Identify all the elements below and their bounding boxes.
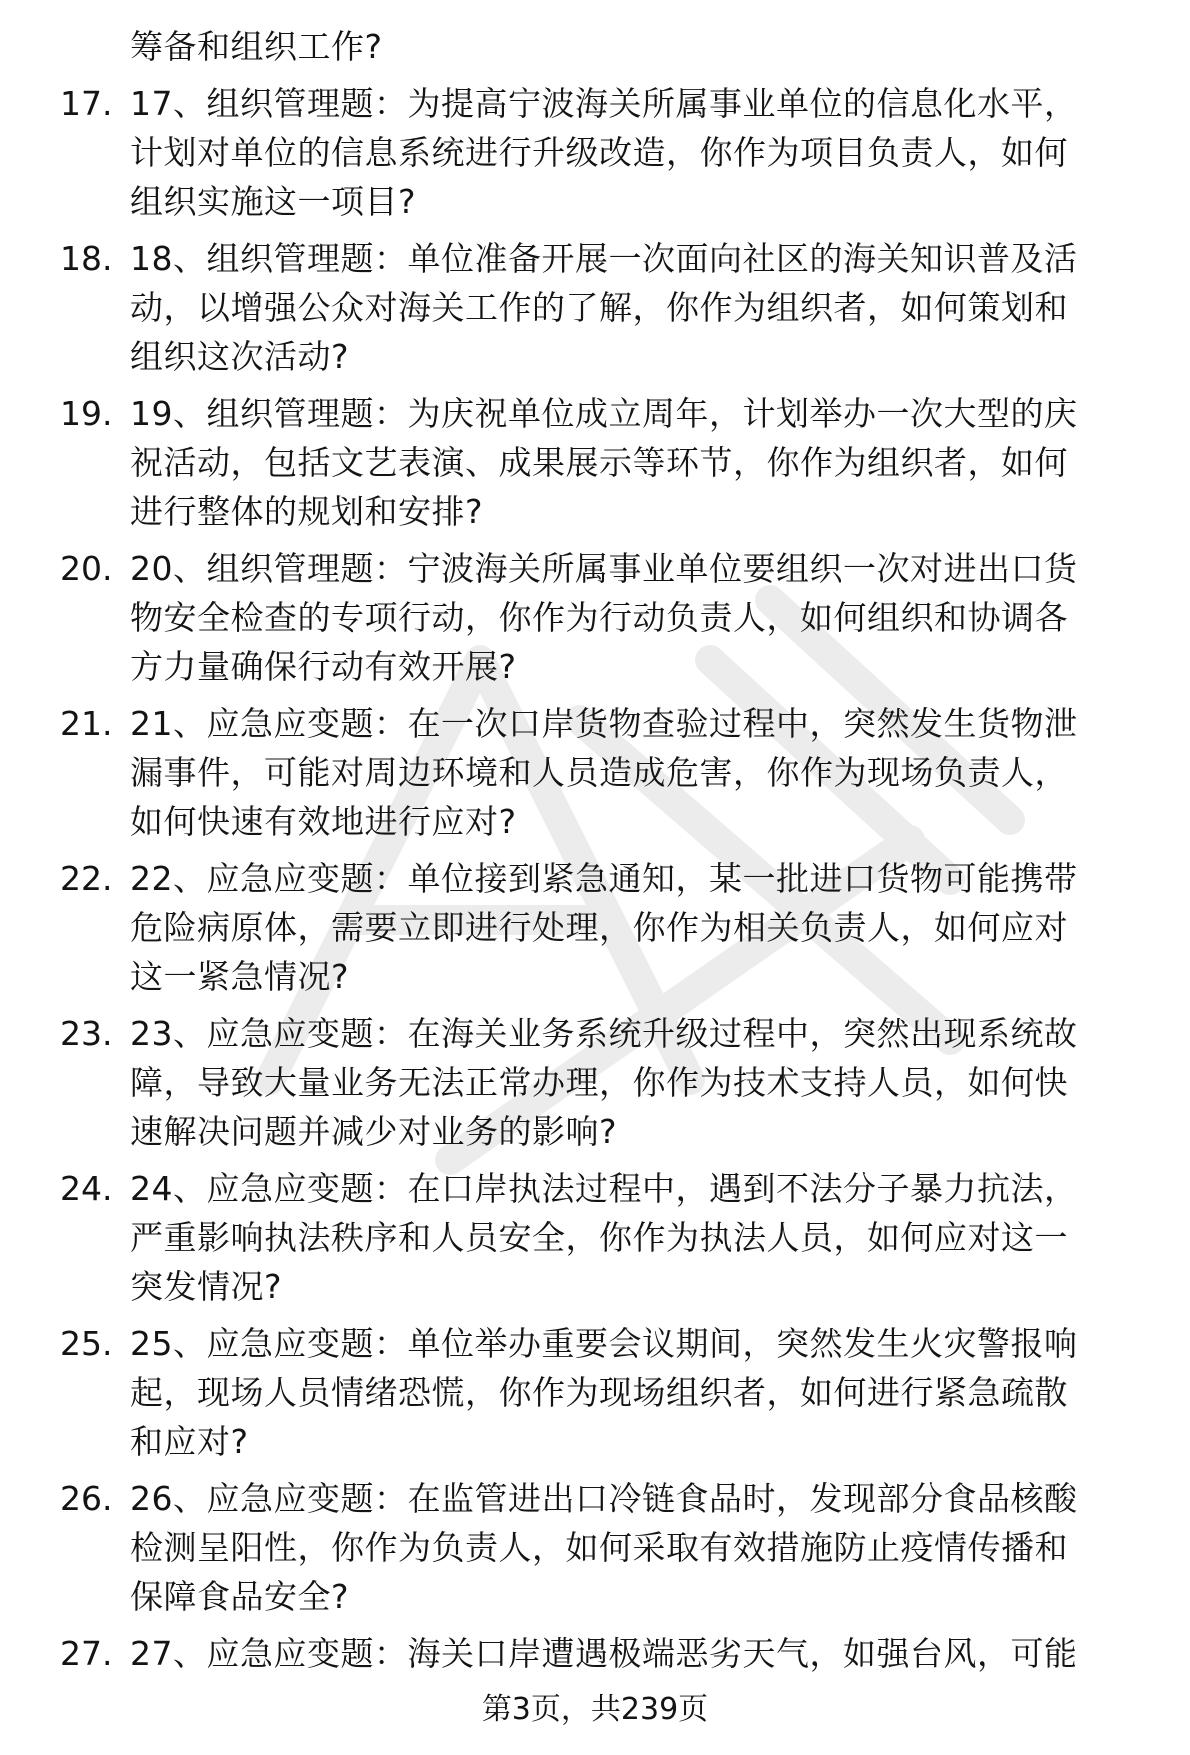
question-line: 检测呈阳性，你作为负责人，如何采取有效措施防止疫情传播和 [130, 1528, 1068, 1567]
question-line: 和应对? [130, 1422, 249, 1461]
question-line: 计划对单位的信息系统进行升级改造，你作为项目负责人，如何 [130, 133, 1068, 172]
question-line: 物安全检查的专项行动，你作为行动负责人，如何组织和协调各 [130, 598, 1068, 637]
question-number: 23. [60, 1014, 113, 1053]
question-text [130, 1629, 1160, 1678]
question-line: 22、应急应变题：单位接到紧急通知，某一批进口货物可能携带 [130, 859, 1078, 898]
question-line: 突发情况? [130, 1267, 283, 1306]
question-text [130, 544, 1160, 691]
question-line: 严重影响执法秩序和人员安全，你作为执法人员，如何应对这一 [130, 1218, 1068, 1257]
list-item [60, 1319, 1160, 1466]
question-text [130, 699, 1160, 846]
question-line: 漏事件，可能对周边环境和人员造成危害，你作为现场负责人， [130, 753, 1068, 792]
question-line: 保障食品安全? [130, 1577, 350, 1616]
question-number: 24. [60, 1169, 113, 1208]
question-text [130, 234, 1160, 381]
question-line: 组织实施这一项目? [130, 182, 417, 221]
question-line: 23、应急应变题：在海关业务系统升级过程中，突然出现系统故 [130, 1014, 1078, 1053]
question-text [130, 854, 1160, 1001]
question-line: 障，导致大量业务无法正常办理，你作为技术支持人员，如何快 [130, 1063, 1068, 1102]
list-item [60, 1164, 1160, 1311]
question-number: 18. [60, 239, 113, 278]
question-number: 19. [60, 394, 113, 433]
question-line: 17、组织管理题：为提高宁波海关所属事业单位的信息化水平， [130, 84, 1078, 123]
question-line: 危险病原体，需要立即进行处理，你作为相关负责人，如何应对 [130, 908, 1068, 947]
list-item [60, 1474, 1160, 1621]
list-item [60, 1009, 1160, 1156]
page-footer: 第3页，共239页 [481, 1692, 709, 1727]
question-line: 组织这次活动? [130, 337, 350, 376]
question-line: 19、组织管理题：为庆祝单位成立周年，计划举办一次大型的庆 [130, 394, 1078, 433]
question-number: 17. [60, 84, 113, 123]
list-item [60, 854, 1160, 1001]
question-list [60, 79, 1160, 1678]
question-number: 22. [60, 859, 113, 898]
question-line: 18、组织管理题：单位准备开展一次面向社区的海关知识普及活 [130, 239, 1078, 278]
list-item [60, 1629, 1160, 1678]
question-line: 26、应急应变题：在监管进出口冷链食品时，发现部分食品核酸 [130, 1479, 1078, 1518]
question-text [130, 389, 1160, 536]
question-text [130, 1164, 1160, 1311]
question-line: 祝活动，包括文艺表演、成果展示等环节，你作为组织者，如何 [130, 443, 1068, 482]
question-line: 速解决问题并减少对业务的影响? [130, 1112, 618, 1151]
question-line: 动，以增强公众对海关工作的了解，你作为组织者，如何策划和 [130, 288, 1068, 327]
question-line: 这一紧急情况? [130, 957, 350, 996]
question-number: 26. [60, 1479, 113, 1518]
list-item [60, 234, 1160, 381]
question-text [130, 1009, 1160, 1156]
question-line: 25、应急应变题：单位举办重要会议期间，突然发生火灾警报响 [130, 1324, 1078, 1363]
question-line: 27、应急应变题：海关口岸遭遇极端恶劣天气，如强台风，可能 [130, 1634, 1078, 1673]
question-list-region [60, 22, 1160, 1678]
question-line: 21、应急应变题：在一次口岸货物查验过程中，突然发生货物泄 [130, 704, 1078, 743]
question-number: 21. [60, 704, 113, 743]
continued-question-line: 筹备和组织工作? [130, 27, 383, 66]
question-text [130, 79, 1160, 226]
question-line: 方力量确保行动有效开展? [130, 647, 517, 686]
question-line: 如何快速有效地进行应对? [130, 802, 517, 841]
list-item [60, 389, 1160, 536]
list-item [60, 699, 1160, 846]
list-item [60, 544, 1160, 691]
question-number: 27. [60, 1634, 113, 1673]
question-line: 进行整体的规划和安排? [130, 492, 484, 531]
list-item [60, 79, 1160, 226]
question-line: 24、应急应变题：在口岸执法过程中，遇到不法分子暴力抗法， [130, 1169, 1078, 1208]
question-text [130, 1319, 1160, 1466]
question-number: 20. [60, 549, 113, 588]
question-text [130, 1474, 1160, 1621]
question-line: 20、组织管理题：宁波海关所属事业单位要组织一次对进出口货 [130, 549, 1078, 588]
question-line: 起，现场人员情绪恐慌，你作为现场组织者，如何进行紧急疏散 [130, 1373, 1068, 1412]
question-number: 25. [60, 1324, 113, 1363]
